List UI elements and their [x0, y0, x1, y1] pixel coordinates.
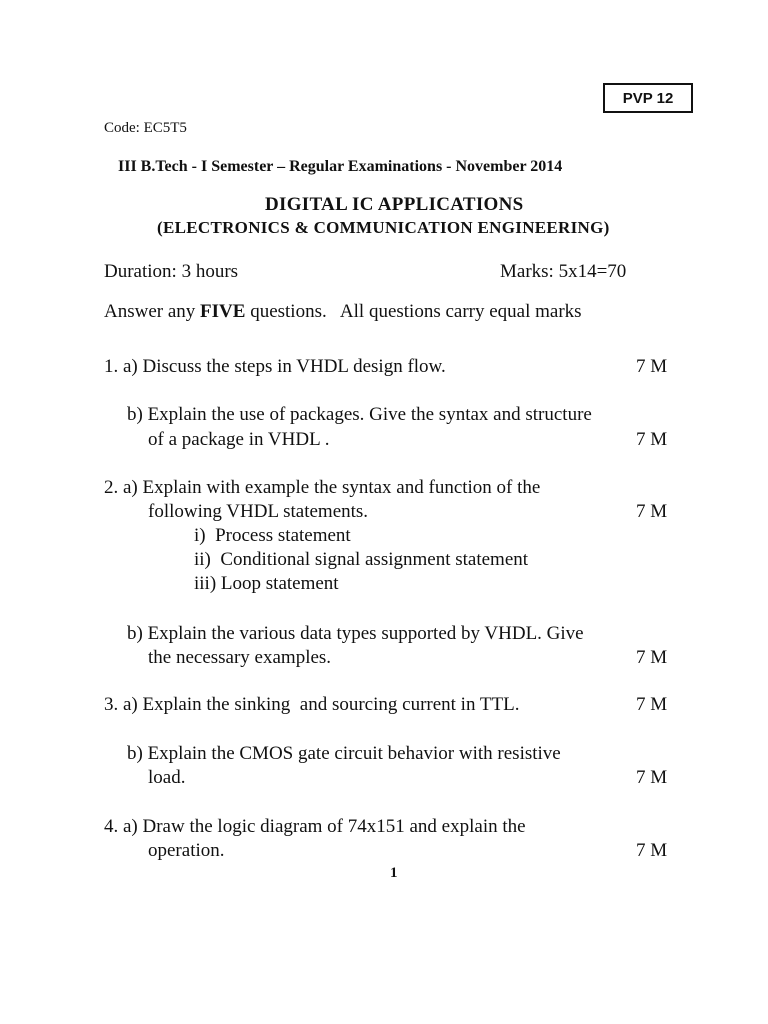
exam-title: III B.Tech - I Semester – Regular Examinations - November 2014 — [118, 158, 563, 175]
q2b-line2: the necessary examples. — [148, 647, 332, 668]
instructions-prefix: Answer any — [104, 301, 201, 322]
q4a-marks: 7 M — [636, 840, 668, 861]
q3b-marks: 7 M — [636, 767, 668, 788]
paper-code-box — [603, 83, 693, 113]
subject-title: DIGITAL IC APPLICATIONS — [265, 194, 524, 215]
q2a-item-3: iii) Loop statement — [194, 573, 339, 594]
q1b-line2: of a package in VHDL . — [148, 429, 330, 450]
q1a-marks: 7 M — [636, 356, 668, 377]
q2a-line1: 2. a) Explain with example the syntax and function of the — [104, 477, 541, 498]
q2b-line1: b) Explain the various data types supported by VHDL. Give — [127, 623, 584, 644]
q4a-line2: operation. — [148, 840, 225, 861]
q3a-marks: 7 M — [636, 694, 668, 715]
course-code: Code: EC5T5 — [104, 120, 187, 136]
q1a-text: 1. a) Discuss the steps in VHDL design flow. — [104, 356, 446, 377]
instructions-suffix: questions. All questions carry equal marks — [245, 301, 582, 322]
q2a-item-1: i) Process statement — [194, 525, 351, 546]
q3a-text: 3. a) Explain the sinking and sourcing current in TTL. — [104, 694, 520, 715]
duration: Duration: 3 hours — [104, 261, 239, 282]
department-title: (ELECTRONICS & COMMUNICATION ENGINEERING) — [157, 218, 610, 237]
q2a-line2: following VHDL statements. — [148, 501, 369, 522]
q4a-line1: 4. a) Draw the logic diagram of 74x151 and explain the — [104, 816, 526, 837]
paper-code: PVP 12 — [622, 89, 674, 107]
q3b-line1: b) Explain the CMOS gate circuit behavior with resistive — [127, 743, 561, 764]
q2a-marks: 7 M — [636, 501, 668, 522]
instructions — [104, 301, 582, 323]
q3b-line2: load. — [148, 767, 186, 788]
q1b-marks: 7 M — [636, 429, 668, 450]
instructions-emphasis: FIVE — [200, 301, 246, 322]
page-number: 1 — [390, 865, 398, 881]
q2b-marks: 7 M — [636, 647, 668, 668]
q2a-item-2: ii) Conditional signal assignment statement — [194, 549, 529, 570]
q1b-line1: b) Explain the use of packages. Give the syntax and structure — [127, 404, 592, 425]
max-marks: Marks: 5x14=70 — [500, 261, 627, 282]
